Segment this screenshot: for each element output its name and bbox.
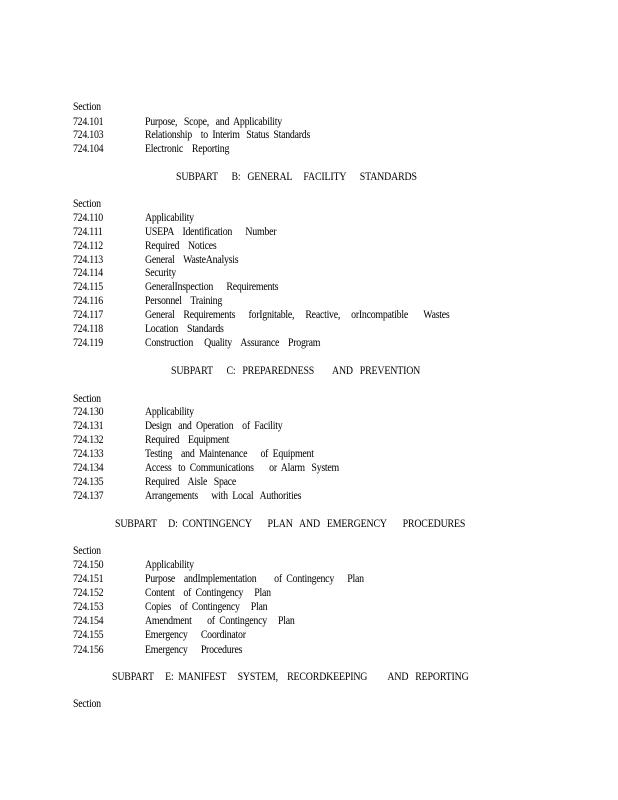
- section-title: Required Notices: [145, 240, 217, 252]
- section-title: Access to Communications or Alarm System: [145, 462, 339, 474]
- section-number: 724.151: [73, 573, 104, 585]
- section-title: Security: [145, 267, 176, 279]
- section-title: Electronic Reporting: [145, 143, 230, 155]
- section-title: Purpose, Scope, and Applicability: [145, 116, 282, 128]
- section-number: 724.154: [73, 615, 104, 627]
- section-number: 724.112: [73, 240, 103, 252]
- section-label: Section: [73, 698, 101, 710]
- section-number: 724.114: [73, 267, 103, 279]
- section-number: 724.135: [73, 476, 104, 488]
- section-title: Purpose andImplementation of Contingency Plan: [145, 573, 364, 585]
- section-label: Section: [73, 198, 101, 210]
- section-title: Personnel Training: [145, 295, 223, 307]
- section-title: Arrangements with Local Authorities: [145, 490, 302, 502]
- section-title: Testing and Maintenance of Equipment: [145, 448, 314, 460]
- section-label: Section: [73, 101, 101, 113]
- section-title: Applicability: [145, 559, 194, 571]
- section-number: 724.101: [73, 116, 104, 128]
- section-title: Content of Contingency Plan: [145, 587, 271, 599]
- section-number: 724.110: [73, 212, 103, 224]
- section-title: Location Standards: [145, 323, 224, 335]
- section-number: 724.156: [73, 644, 104, 656]
- section-title: Applicability: [145, 212, 194, 224]
- section-title: Emergency Procedures: [145, 644, 243, 656]
- subpart-heading: SUBPART E: MANIFEST SYSTEM, RECORDKEEPING AND REPORTING: [112, 671, 469, 683]
- section-number: 724.152: [73, 587, 104, 599]
- section-number: 724.113: [73, 254, 103, 266]
- section-number: 724.133: [73, 448, 104, 460]
- section-number: 724.132: [73, 434, 104, 446]
- section-number: 724.111: [73, 226, 103, 238]
- section-number: 724.137: [73, 490, 104, 502]
- section-number: 724.131: [73, 420, 104, 432]
- section-title: USEPA Identification Number: [145, 226, 277, 238]
- section-title: GeneralInspection Requirements: [145, 281, 279, 293]
- section-number: 724.103: [73, 129, 104, 141]
- section-title: Design and Operation of Facility: [145, 420, 283, 432]
- subpart-heading: SUBPART C: PREPAREDNESS AND PREVENTION: [171, 365, 421, 377]
- subpart-heading: SUBPART D: CONTINGENCY PLAN AND EMERGENCY PROCEDURES: [115, 518, 466, 530]
- section-label: Section: [73, 545, 101, 557]
- section-number: 724.104: [73, 143, 104, 155]
- section-number: 724.119: [73, 337, 103, 349]
- section-title: Amendment of Contingency Plan: [145, 615, 295, 627]
- section-number: 724.150: [73, 559, 104, 571]
- section-title: Applicability: [145, 406, 194, 418]
- section-title: Required Equipment: [145, 434, 230, 446]
- section-number: 724.115: [73, 281, 103, 293]
- section-label: Section: [73, 393, 101, 405]
- section-title: Relationship to Interim Status Standards: [145, 129, 311, 141]
- section-title: Emergency Coordinator: [145, 629, 246, 641]
- section-number: 724.130: [73, 406, 104, 418]
- section-number: 724.118: [73, 323, 103, 335]
- section-title: General WasteAnalysis: [145, 254, 239, 266]
- section-number: 724.153: [73, 601, 104, 613]
- section-title: Construction Quality Assurance Program: [145, 337, 321, 349]
- section-number: 724.134: [73, 462, 104, 474]
- section-title: General Requirements forIgnitable, Reactive, orIncompatible Wastes: [145, 309, 450, 321]
- section-number: 724.117: [73, 309, 103, 321]
- section-title: Copies of Contingency Plan: [145, 601, 268, 613]
- subpart-heading: SUBPART B: GENERAL FACILITY STANDARDS: [176, 171, 417, 183]
- section-number: 724.116: [73, 295, 103, 307]
- section-title: Required Aisle Space: [145, 476, 237, 488]
- section-number: 724.155: [73, 629, 104, 641]
